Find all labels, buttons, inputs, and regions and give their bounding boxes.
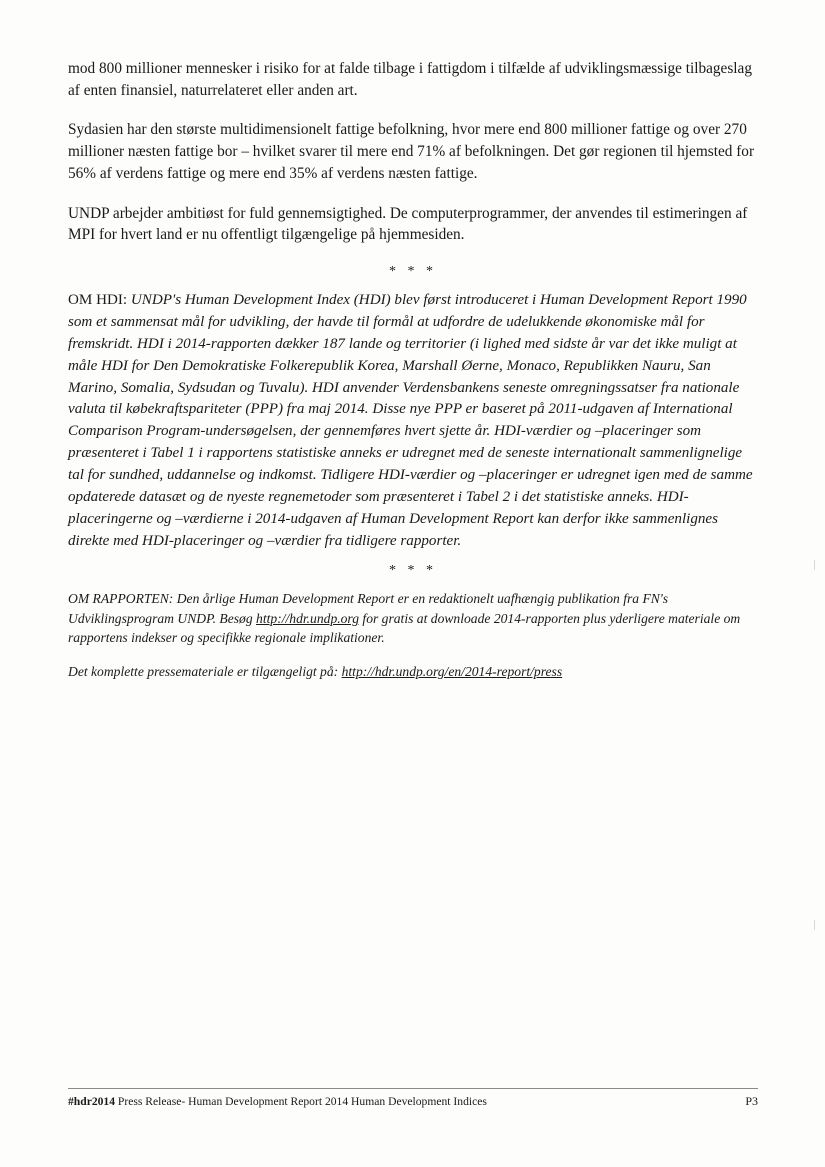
page-edge-mark	[814, 560, 815, 570]
page-edge-mark	[814, 920, 815, 930]
page-footer	[68, 1088, 758, 1109]
om-rapporten-section	[68, 589, 758, 649]
footer-hashtag: #hdr2014	[68, 1095, 116, 1108]
press-material-line	[68, 662, 758, 682]
om-hdi-section	[68, 290, 758, 553]
om-rapporten-text-before: Den årlige Human Development Report er en redaktionelt uafhængig publikation fra FN's Udviklingsprogram UNDP. Besøg	[68, 590, 669, 626]
press-material-text: Det komplette pressemateriale er tilgængeligt på:	[68, 664, 342, 680]
document-body	[68, 58, 758, 696]
footer-description: Press Release- Human Development Report 2014 Human Development Indices	[115, 1095, 487, 1108]
footer-page-number: P3	[745, 1094, 758, 1108]
press-material-link[interactable]: http://hdr.undp.org/en/2014-report/press	[341, 664, 563, 680]
hdr-undp-link[interactable]: http://hdr.undp.org	[256, 610, 360, 626]
paragraph-2: Sydasien har den største multidimensionelt fattige befolkning, hvor mere end 800 millioner fattige og over 270 millioner næsten fattige bor – hvilket svarer til mere end 71% af befolkningen. Det gør regionen til hjemsted for 56% af verdens fattige og mere end 35% af verdens næsten fattige.	[68, 121, 755, 182]
paragraph-1: mod 800 millioner mennesker i risiko for at falde tilbage i fattigdom i tilfælde af udviklingsmæssige tilbageslag af enten finansiel, naturrelateret eller anden art.	[68, 60, 752, 99]
om-hdi-text: UNDP's Human Development Index (HDI) blev først introduceret i Human Development Report 1990 som et sammensat mål for udvikling, der havde til formål at udfordre de udelukkende økonomiske mål for fremskridt. HDI i 2014-rapporten dækker 187 lande og territorier (i lighed med sidste år var det ikke muligt at måle HDI for Den Demokratiske Folkerepublik Korea, Marshall Øerne, Monaco, Republikken Nauru, San Marino, Somalia, Sydsudan og Tuvalu). HDI anvender Verdensbankens seneste omregningssatser fra nationale valuta til købekraftspariteter (PPP) fra maj 2014. Disse nye PPP er baseret på 2011-udgaven af International Comparison Program-undersøgelsen, der gennemføres hvert sjette år. HDI-værdier og –placeringer som præsenteret i Tabel 1 i rapportens statistiske anneks er udregnet med de seneste internationalt sammenlignelige tal for sundhed, uddannelse og indkomst. Tidligere HDI-værdier og –placeringer er udregnet igen med de samme opdaterede datasæt og de nyeste regnemetoder som præsenteret i Tabel 2 i det statistiske anneks. HDI-placeringerne og –værdierne i 2014-udgaven af Human Development Report kan derfor ikke sammenlignes direkte med HDI-placeringer og –værdier fra tidligere rapporter.	[68, 292, 753, 549]
paragraph-3: UNDP arbejder ambitiøst for fuld gennemsigtighed. De computerprogrammer, der anvendes til estimeringen af MPI for hvert land er nu offentligt tilgængelige på hjemmesiden.	[68, 204, 748, 244]
footer-text	[68, 1095, 487, 1108]
section-separator-1: * * *	[389, 264, 437, 280]
om-rapporten-text-after: for gratis at downloade 2014-rapporten plus yderligere materiale om rapportens indekser og specifikke regionale implikationer.	[68, 610, 741, 646]
om-hdi-label: OM HDI:	[68, 292, 128, 309]
section-separator-2: * * *	[389, 562, 437, 578]
om-rapporten-label: OM RAPPORTEN:	[68, 590, 174, 606]
